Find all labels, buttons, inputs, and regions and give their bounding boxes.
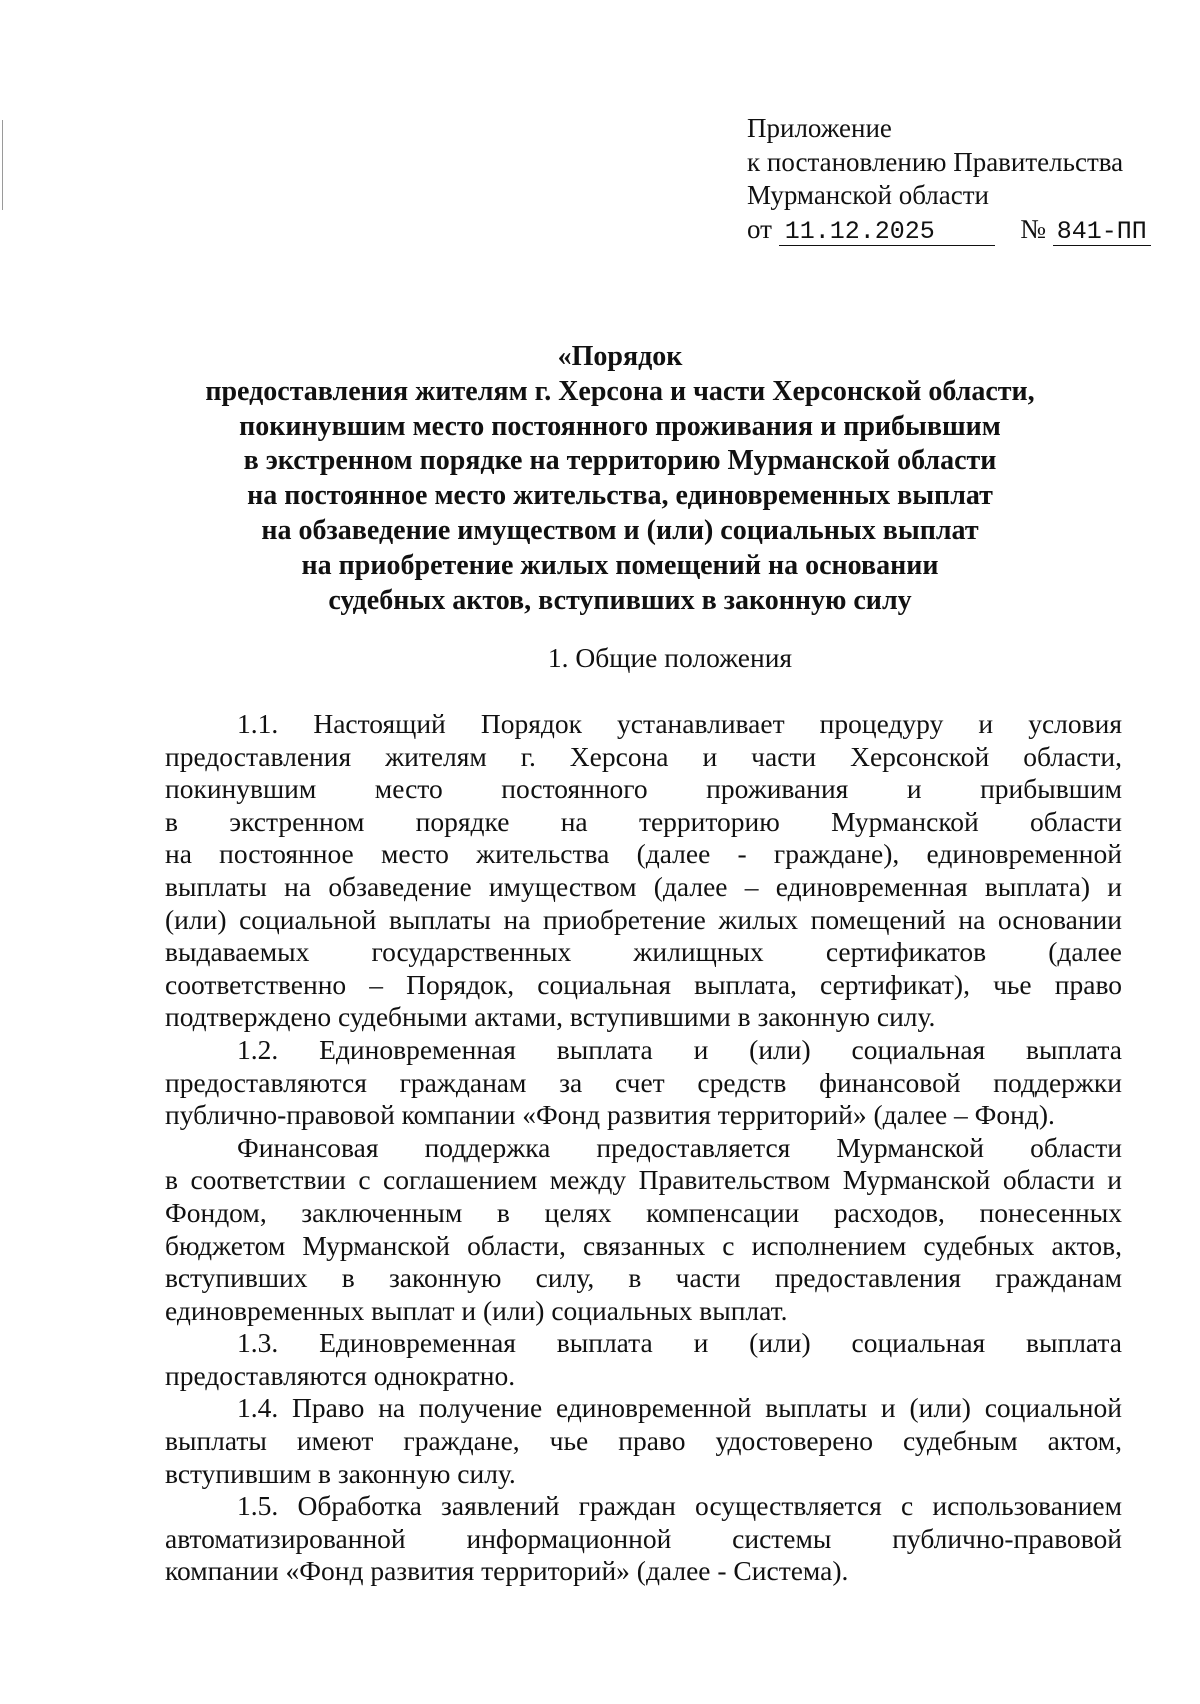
- body-line: вступившим в законную силу.: [165, 1457, 516, 1489]
- body-line: автоматизированной информационной системы публично-правовой: [165, 1522, 1122, 1554]
- scan-margin-mark: [2, 120, 3, 210]
- appendix-header: [747, 112, 1151, 246]
- body-line: компании «Фонд развития территорий» (далее - Система).: [165, 1555, 849, 1587]
- body-line: выплаты на обзаведение имуществом (далее – единовременная выплата) и: [165, 870, 1122, 902]
- title-line: на обзаведение имуществом и (или) социальных выплат: [261, 514, 979, 546]
- body-line: 1.1. Настоящий Порядок устанавливает процедуру и условия: [237, 708, 1122, 739]
- appendix-date-number-line: [747, 213, 1151, 247]
- body-line: выдаваемых государственных жилищных сертификатов (далее: [165, 936, 1122, 968]
- section-heading: 1. Общие положения: [547, 642, 793, 673]
- body-line: предоставляются однократно.: [165, 1359, 516, 1391]
- document-title: [160, 340, 1080, 618]
- appendix-title: Приложение: [747, 113, 892, 143]
- body-line: Финансовая поддержка предоставляется Мурманской области: [237, 1131, 1122, 1163]
- body-line: соответственно – Порядок, социальная выплата, сертификат), чье право: [165, 968, 1122, 1000]
- resolution-date: 11.12.2025: [779, 219, 995, 246]
- body-line: выплаты имеют граждане, чье право удостоверено судебным актом,: [165, 1425, 1122, 1457]
- body-line: 1.2. Единовременная выплата и (или) социальная выплата: [237, 1033, 1122, 1065]
- title-line: покинувшим место постоянного проживания и прибывшим: [239, 410, 1001, 442]
- body-line: подтверждено судебными актами, вступившими в законную силу.: [165, 1001, 936, 1033]
- body-line: в экстренном порядке на территорию Мурманской области: [165, 805, 1122, 837]
- document-body: [165, 708, 1122, 1588]
- body-line: вступивших в законную силу, в части предоставления гражданам: [165, 1262, 1122, 1294]
- resolution-number: 841-ПП: [1053, 219, 1151, 246]
- appendix-region-line: Мурманской области: [747, 180, 989, 210]
- title-line: «Порядок: [557, 341, 683, 372]
- body-line: покинувшим место постоянного проживания и прибывшим: [165, 773, 1122, 805]
- body-line: в соответствии с соглашением между Правительством Мурманской области и: [165, 1164, 1122, 1196]
- title-line: предоставления жителям г. Херсона и части Херсонской области,: [205, 375, 1035, 407]
- body-line: предоставляются гражданам за счет средств финансовой поддержки: [165, 1066, 1122, 1098]
- number-prefix: №: [1020, 213, 1046, 244]
- title-line: в экстренном порядке на территорию Мурманской области: [243, 445, 997, 477]
- body-line: на постоянное место жительства (далее - граждане), единовременной: [165, 838, 1122, 870]
- date-prefix: от: [747, 213, 772, 244]
- title-line: на постоянное место жительства, единовременных выплат: [247, 480, 993, 512]
- body-line: 1.5. Обработка заявлений граждан осуществляется с использованием: [237, 1490, 1122, 1522]
- title-line: на приобретение жилых помещений на основании: [301, 549, 939, 581]
- body-line: 1.4. Право на получение единовременной выплаты и (или) социальной: [237, 1392, 1122, 1424]
- body-line: единовременных выплат и (или) социальных выплат.: [165, 1294, 788, 1326]
- body-line: предоставления жителям г. Херсона и части Херсонской области,: [165, 740, 1122, 772]
- body-line: 1.3. Единовременная выплата и (или) социальная выплата: [237, 1327, 1122, 1359]
- body-line: публично-правовой компании «Фонд развития территорий» (далее – Фонд).: [165, 1099, 1055, 1131]
- title-line: судебных актов, вступивших в законную силу: [328, 584, 912, 616]
- appendix-resolution-line: к постановлению Правительства: [747, 146, 1124, 177]
- body-line: Фондом, заключенным в целях компенсации расходов, понесенных: [165, 1196, 1122, 1228]
- body-line: бюджетом Мурманской области, связанных с исполнением судебных актов,: [165, 1229, 1122, 1261]
- body-line: (или) социальной выплаты на приобретение жилых помещений на основании: [165, 903, 1122, 935]
